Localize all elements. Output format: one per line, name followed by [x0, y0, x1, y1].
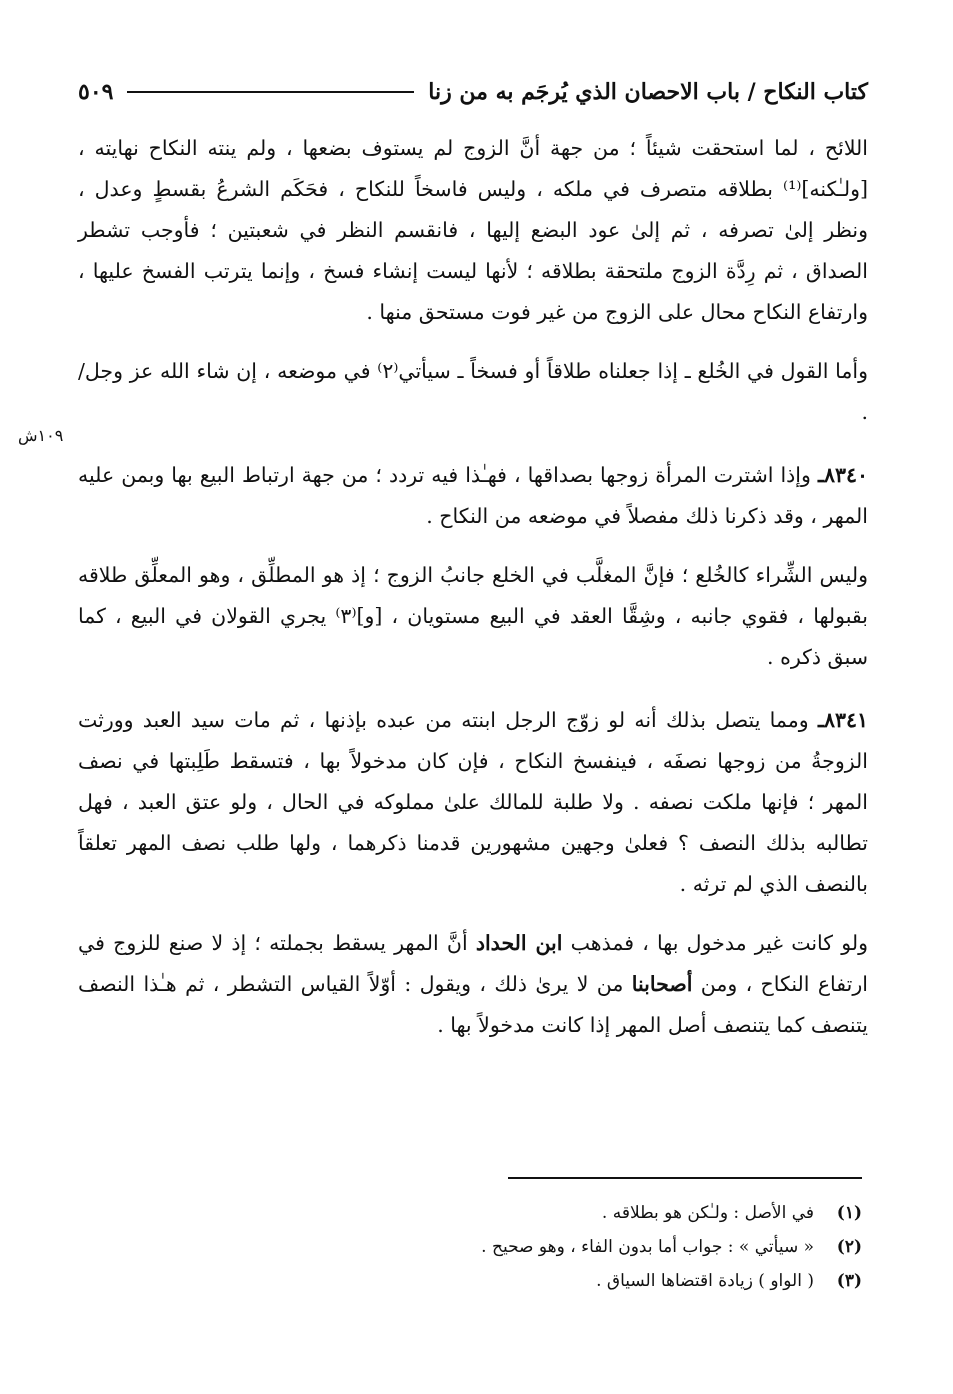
footnote-separator	[508, 1177, 862, 1179]
section-number: ٨٣٤١ـ	[817, 708, 868, 732]
paragraph-1: اللائح ، لما استحقت شيئاً ؛ من جهة أنَّ الزوج لم يستوف بضعها ، ولم ينته النكاح نهايته ، [ولـٰكنه]⁽¹⁾ بطلاقه متصرف في ملكه ، وليس فاسخاً للنكاح ، فحَكَم الشرعُ بقسطٍ وعدل ، ونظر إلىٰ تصرفه ، ثم إلىٰ عود البضع إليها ، فانقسم النظر في شعبتين ؛ فأوجب تشطر الصداق ، ثم رِدَّة الزوج ملتحقة بطلاقه ؛ لأنها ليست إنشاء فسخ ، وإنما يترتب الفسخ عليها ، وارتفاع النكاح محال على الزوج من غير فوت مستحق منها .	[78, 136, 868, 324]
paragraph-6	[78, 923, 868, 1046]
paragraph-4: وليس الشِّراء كالخُلع ؛ فإنَّ المغلَّب في الخلع جانبُ الزوج ؛ إذ هو المطلِّق ، وهو المعلِّق طلاقه بقبولها ، فقوي جانبه ، وشِقَّا العقد في البيع مستويان ، [و]⁽٣⁾ يجري القولان في البيع ، كما سبق ذكره .	[78, 563, 868, 669]
header-rule	[127, 91, 414, 93]
paragraph-6-part-a: ولو كانت غير مدخول بها ، فمذهب	[570, 931, 868, 955]
footnote-text: « سيأتي » : جواب أما بدون الفاء ، وهو صحيح .	[481, 1237, 814, 1257]
page-number: ٥٠٩	[78, 79, 114, 105]
footnote-text: في الأصل : ولـٰكن هو بطلاقه .	[601, 1203, 814, 1223]
page-body	[78, 70, 868, 1064]
paragraph-2: وأما القول في الخُلع ـ إذا جعلناه طلاقاً أو فسخاً ـ سيأتي⁽٢⁾ في موضعه ، إن شاء الله عز وجل/ .	[78, 359, 868, 424]
footnote-number: (٢)	[836, 1237, 862, 1257]
footnote-3	[120, 1264, 862, 1298]
section-8341	[78, 700, 868, 905]
name-ibn-al-haddad: ابن الحداد	[475, 931, 563, 955]
running-header	[78, 70, 868, 114]
footnotes	[120, 1196, 862, 1298]
section-8340	[78, 455, 868, 537]
margin-folio-note: ١٠٩ش	[18, 426, 64, 445]
section-text: ومما يتصل بذلك أنه لو زوّج الرجل ابنته من عبده بإذنها ، ثم مات سيد العبد وورثت الزوجةُ من زوجها نصفَه ، فينفسخ النكاح ، فإن كان مدخولاً بها ، فتسقط طَلِبتها في نصف المهر ؛ فإنها ملكت نصفه . ولا طلبة للمالك علىٰ مملوكه في الحال ، ولو عتق العبد ، فهل تطالبه بذلك النصف ؟ فعلىٰ وجهين مشهورين قدمنا ذكرهما ، ولها طلب نصف المهر تعلقاً بالنصف الذي لم ترثه .	[78, 708, 868, 896]
footnote-number: (٣)	[836, 1271, 862, 1291]
footnote-text: ( الواو ) زيادة اقتضاها السياق .	[596, 1271, 814, 1291]
paragraph-6-part-b: أنَّ المهر يسقط بجملته ؛ إذ لا صنع للزوج في ارتفاع النكاح ، ومن	[78, 931, 868, 996]
term-ashabuna: أصحابنا	[631, 972, 693, 996]
footnote-number: (١)	[836, 1203, 862, 1223]
section-number: ٨٣٤٠ـ	[817, 463, 868, 487]
section-text: وإذا اشترت المرأة زوجها بصداقها ، فهـٰذا فيه تردد ؛ من جهة ارتباط البيع بها وبمن عليه المهر ، وقد ذكرنا ذلك مفصلاً في موضعه من النكاح .	[78, 463, 868, 528]
footnote-2	[120, 1230, 862, 1264]
footnote-1	[120, 1196, 862, 1230]
header-title: كتاب النكاح / باب الاحصان الذي يُرجَم به من زنا	[428, 79, 868, 105]
paragraph-6-part-c: من لا يرىٰ ذلك ، ويقول : أوّلاً القياس التشطر ، ثم هـٰذا النصف يتنصف كما يتنصف أصل المهر إذا كانت مدخولاً بها .	[78, 972, 868, 1037]
